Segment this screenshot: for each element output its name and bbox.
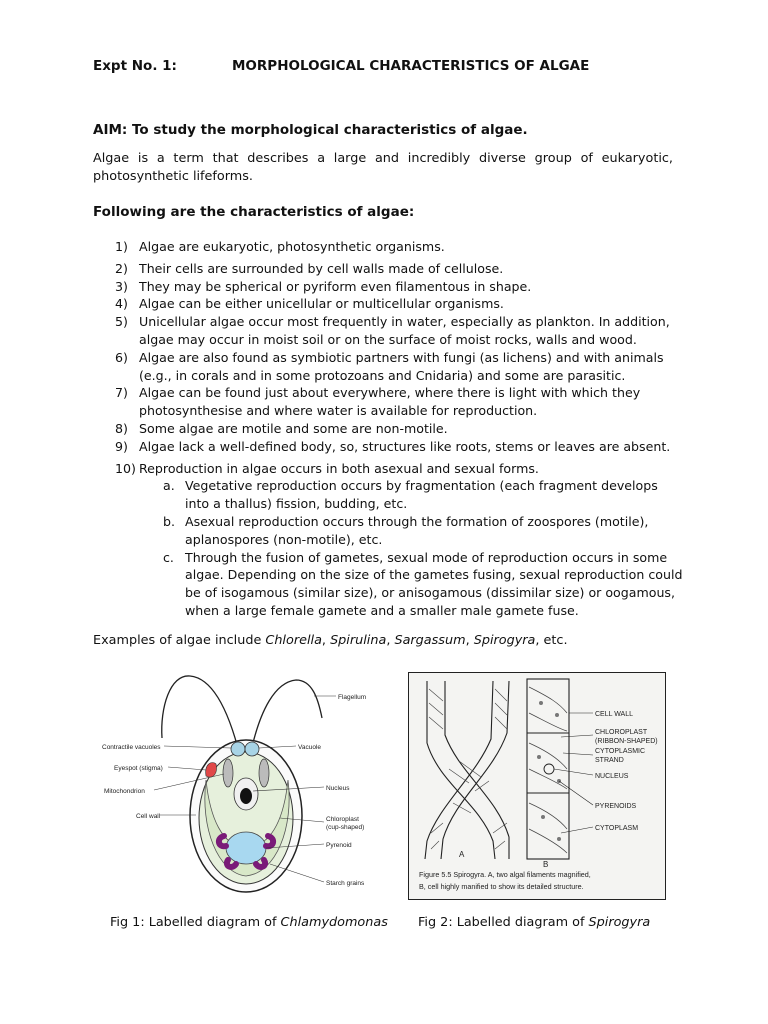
label-flagellum: Flagellum xyxy=(338,694,367,701)
label-chloroplast: Chloroplast xyxy=(326,816,359,823)
example-name: Chlorella xyxy=(265,633,322,648)
label-chloroplast-shape: (cup-shaped) xyxy=(326,824,365,831)
list-item xyxy=(93,313,683,349)
caption-prefix: Fig 1: Labelled diagram of xyxy=(110,915,281,930)
list-item-text: Algae can be found just about everywhere, where there is light with which they photosynthesise and where water is available for reproduction. xyxy=(139,385,641,419)
list-item-text: Some algae are motile and some are non-motile. xyxy=(139,420,448,436)
spirogyra-nucleus xyxy=(544,764,554,774)
sub-list-text: Asexual reproduction occurs through the formation of zoospores (motile), aplanospores (non-motile), etc. xyxy=(185,513,649,547)
label-b: B xyxy=(543,860,549,869)
caption-prefix: Fig 2: Labelled diagram of xyxy=(418,915,589,930)
caption-species: Spirogyra xyxy=(588,915,651,930)
list-item-number: 10) xyxy=(115,460,136,476)
example-name: Spirogyra xyxy=(473,633,536,648)
list-item-text: Their cells are surrounded by cell walls made of cellulose. xyxy=(139,260,504,276)
contractile-vacuole xyxy=(245,742,259,756)
label-chloroplast-shape: (RIBBON-SHAPED) xyxy=(595,738,658,745)
label-strand: STRAND xyxy=(595,757,624,764)
examples-suffix: , etc. xyxy=(535,633,568,648)
sub-list-item xyxy=(93,513,683,549)
characteristics-heading: Following are the characteristics of algae: xyxy=(93,204,415,220)
label-cytoplasmic: CYTOPLASMIC xyxy=(595,748,646,755)
list-item xyxy=(93,278,683,296)
list-item xyxy=(93,420,683,438)
mitochondrion xyxy=(223,759,233,787)
experiment-number: Expt No. 1: xyxy=(93,58,177,74)
spirogyra-diagram xyxy=(409,673,665,899)
chlamydomonas-diagram xyxy=(100,668,372,898)
example-name: Sargassum xyxy=(394,633,466,648)
label-mitochondrion: Mitochondrion xyxy=(104,788,145,795)
label-cell-wall: Cell wall xyxy=(136,813,161,820)
list-item xyxy=(93,384,683,420)
filament-b xyxy=(527,679,569,859)
sub-list-letter: a. xyxy=(163,478,175,494)
list-item-number: 3) xyxy=(115,278,128,294)
aim-heading: AIM: To study the morphological characteristics of algae. xyxy=(93,122,528,138)
mitochondrion xyxy=(259,759,269,787)
example-name: Spirulina xyxy=(330,633,387,648)
chlamydomonas-figure xyxy=(100,668,372,898)
list-item-text: Algae are eukaryotic, photosynthetic organisms. xyxy=(139,239,445,254)
experiment-title: MORPHOLOGICAL CHARACTERISTICS OF ALGAE xyxy=(232,58,590,74)
list-item-text: They may be spherical or pyriform even filamentous in shape. xyxy=(139,278,532,294)
label-pyrenoid: Pyrenoid xyxy=(326,842,352,849)
label-pyrenoids: PYRENOIDS xyxy=(595,803,637,810)
sub-list-letter: c. xyxy=(163,549,174,565)
sub-list-item xyxy=(93,549,683,620)
list-item-text: Algae lack a well-defined body, so, structures like roots, stems or leaves are absent. xyxy=(139,438,671,454)
list-item xyxy=(93,295,683,313)
sub-list-text: Vegetative reproduction occurs by fragmentation (each fragment develops into a thallus) fission, budding, etc. xyxy=(185,478,658,512)
characteristics-list xyxy=(93,238,683,620)
contractile-vacuole xyxy=(231,742,245,756)
label-nucleus: Nucleus xyxy=(326,785,350,792)
label-nucleus: NUCLEUS xyxy=(595,773,629,780)
list-item-number: 5) xyxy=(115,314,128,330)
list-item-number: 9) xyxy=(115,438,128,454)
list-item xyxy=(93,460,683,478)
list-item-text: Reproduction in algae occurs in both asexual and sexual forms. xyxy=(139,460,539,476)
list-item xyxy=(93,349,683,385)
spirogyra-figure xyxy=(408,672,666,900)
list-item-number: 7) xyxy=(115,385,128,401)
list-item-number: 8) xyxy=(115,420,128,436)
label-cell-wall: CELL WALL xyxy=(595,711,633,718)
pyrenoid xyxy=(226,832,266,864)
list-item xyxy=(93,438,683,456)
figure-legend-line2: B, cell highly manified to show its detailed structure. xyxy=(419,882,584,891)
list-item xyxy=(93,260,683,278)
sub-list-text: Through the fusion of gametes, sexual mode of reproduction occurs in some algae. Depending on the size of the gametes fusing, sexual reproduction could be of isogamous (similar size), or anisogamous (dissimilar size) or oogamous, when a large female gamete and a smaller male gamete fuse. xyxy=(185,549,683,618)
examples-prefix: Examples of algae include xyxy=(93,633,266,648)
list-item-number: 6) xyxy=(115,349,128,365)
list-item-number: 1) xyxy=(115,239,128,254)
list-item-text: Unicellular algae occur most frequently in water, especially as plankton. In addition, algae may occur in moist soil or on the surface of moist rocks, walls and wood. xyxy=(139,314,670,347)
label-chloroplast: CHLOROPLAST xyxy=(595,729,648,736)
nucleolus xyxy=(240,788,252,804)
label-starch-grains: Starch grains xyxy=(326,880,365,887)
list-item xyxy=(93,238,683,256)
figure2-caption xyxy=(418,915,650,930)
list-item-number: 2) xyxy=(115,260,128,276)
label-vacuole: Vacuole xyxy=(298,744,322,751)
filament-a xyxy=(425,681,509,859)
label-contractile-vacuoles: Contractile vacuoles xyxy=(102,744,161,751)
caption-species: Chlamydomonas xyxy=(280,915,388,930)
figure-legend-line1: Figure 5.5 Spirogyra. A, two algal filaments magnified, xyxy=(419,870,591,879)
label-cytoplasm: CYTOPLASM xyxy=(595,825,639,832)
examples-line: Examples of algae include Chlorella, Spirulina, Sargassum, Spirogyra, etc. xyxy=(93,633,568,648)
intro-paragraph: Algae is a term that describes a large and incredibly diverse group of eukaryotic, photosynthetic lifeforms. xyxy=(93,151,673,184)
list-item-number: 4) xyxy=(115,296,128,312)
label-eyespot: Eyespot (stigma) xyxy=(114,765,163,772)
figure1-caption xyxy=(110,915,388,930)
sub-list-letter: b. xyxy=(163,513,175,529)
list-item-text: Algae can be either unicellular or multicellular organisms. xyxy=(139,296,504,312)
sub-list-item xyxy=(93,477,683,513)
label-a: A xyxy=(459,850,465,859)
list-item-text: Algae are also found as symbiotic partners with fungi (as lichens) and with animals (e.g., in corals and in some protozoans and Cnidaria) and some are parasitic. xyxy=(139,349,664,383)
